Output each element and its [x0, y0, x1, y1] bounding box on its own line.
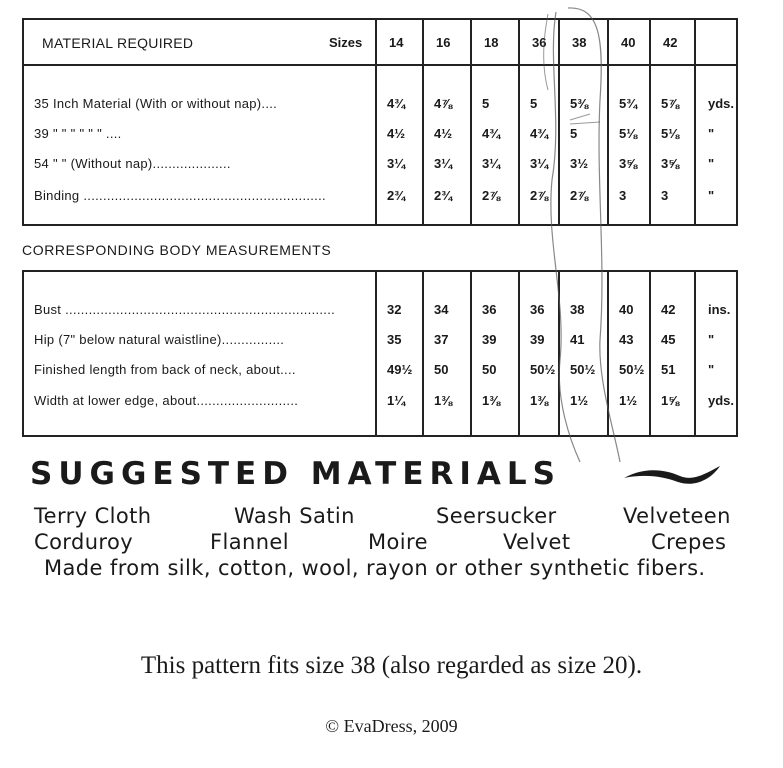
material-value: 3½ [570, 156, 589, 171]
body-unit: " [708, 332, 715, 347]
material-value: 3¼ [387, 156, 406, 171]
material-crepes: Crepes [651, 530, 727, 554]
size-header-40: 40 [621, 35, 636, 50]
body-value: 32 [387, 302, 402, 317]
body-unit: yds. [708, 393, 735, 408]
body-row-label: Hip (7" below natural waistline)................ [34, 332, 285, 347]
material-unit: " [708, 126, 715, 141]
fit-note: This pattern fits size 38 (also regarded as size 20). [140, 652, 643, 679]
material-value: 2⅞ [570, 188, 589, 203]
material-value: 3¼ [434, 156, 453, 171]
size-header-38: 38 [572, 35, 587, 50]
body-value: 36 [530, 302, 545, 317]
material-value: 5⅞ [661, 96, 680, 111]
fiber-note: Made from silk, cotton, wool, rayon or other synthetic fibers. [44, 556, 706, 580]
material-row-label: 35 Inch Material (With or without nap).... [34, 96, 278, 111]
body-value: 50½ [619, 362, 645, 377]
material-value: 2¾ [387, 188, 406, 203]
body-value: 41 [570, 332, 585, 347]
body-value: 39 [482, 332, 497, 347]
swash-ornament [622, 462, 722, 492]
material-terry-cloth: Terry Cloth [34, 504, 152, 528]
body-value: 50½ [570, 362, 596, 377]
body-value: 50½ [530, 362, 556, 377]
body-value: 1½ [570, 393, 589, 408]
material-velveteen: Velveteen [623, 504, 731, 528]
size-header-42: 42 [663, 35, 678, 50]
material-value: 5 [570, 126, 578, 141]
body-value: 1⅝ [661, 393, 680, 408]
body-value: 38 [570, 302, 585, 317]
material-seersucker: Seersucker [436, 504, 557, 528]
material-unit: " [708, 156, 715, 171]
body-measurements-title: CORRESPONDING BODY MEASUREMENTS [22, 242, 332, 258]
material-value: 3¼ [482, 156, 501, 171]
material-value: 5 [482, 96, 490, 111]
material-value: 5⅛ [619, 126, 638, 141]
body-row-label: Bust ..................................................................... [34, 302, 336, 317]
body-unit: " [708, 362, 715, 377]
material-value: 3 [619, 188, 627, 203]
material-value: 5¾ [619, 96, 638, 111]
material-value: 5 [530, 96, 538, 111]
body-row-label: Width at lower edge, about.......................... [34, 393, 299, 408]
material-row-label: Binding .............................................................. [34, 188, 326, 203]
body-value: 1¼ [387, 393, 406, 408]
header-divider [24, 64, 736, 66]
body-value: 1½ [619, 393, 638, 408]
material-row-label: 54 " " (Without nap).................... [34, 156, 231, 171]
material-unit: " [708, 188, 715, 203]
material-value: 3⅝ [619, 156, 638, 171]
material-required-title: MATERIAL REQUIRED [42, 35, 194, 51]
material-value: 4½ [387, 126, 406, 141]
body-value: 36 [482, 302, 497, 317]
body-unit: ins. [708, 302, 731, 317]
material-velvet: Velvet [503, 530, 571, 554]
suggested-materials-title: SUGGESTED MATERIALS [30, 456, 561, 492]
material-value: 4¾ [530, 126, 549, 141]
size-header-14: 14 [389, 35, 404, 50]
body-value: 35 [387, 332, 402, 347]
body-value: 45 [661, 332, 676, 347]
size-header-18: 18 [484, 35, 499, 50]
material-value: 4¾ [387, 96, 406, 111]
body-value: 39 [530, 332, 545, 347]
body-value: 1⅜ [434, 393, 453, 408]
material-moire: Moire [368, 530, 428, 554]
body-row-label: Finished length from back of neck, about.... [34, 362, 296, 377]
body-value: 51 [661, 362, 676, 377]
material-value: 2⅞ [482, 188, 501, 203]
body-value: 42 [661, 302, 676, 317]
material-row-label: 39 " " " " " " .... [34, 126, 122, 141]
material-value: 2⅞ [530, 188, 549, 203]
body-measurements-table [22, 270, 738, 437]
material-value: 4⅞ [434, 96, 453, 111]
body-value: 37 [434, 332, 449, 347]
body-value: 50 [434, 362, 449, 377]
material-value: 3¼ [530, 156, 549, 171]
material-value: 5⅛ [661, 126, 680, 141]
sizes-label: Sizes [329, 35, 363, 50]
material-flannel: Flannel [210, 530, 289, 554]
material-unit: yds. [708, 96, 735, 111]
body-value: 50 [482, 362, 497, 377]
material-value: 5⅜ [570, 96, 589, 111]
body-value: 43 [619, 332, 634, 347]
body-value: 1⅜ [482, 393, 501, 408]
body-value: 40 [619, 302, 634, 317]
size-header-36: 36 [532, 35, 547, 50]
material-value: 2¾ [434, 188, 453, 203]
material-value: 4¾ [482, 126, 501, 141]
size-header-16: 16 [436, 35, 451, 50]
material-wash-satin: Wash Satin [234, 504, 355, 528]
material-value: 3 [661, 188, 669, 203]
body-value: 34 [434, 302, 449, 317]
material-corduroy: Corduroy [34, 530, 134, 554]
material-value: 3⅝ [661, 156, 680, 171]
material-value: 4½ [434, 126, 453, 141]
body-value: 49½ [387, 362, 413, 377]
material-required-table [22, 18, 738, 226]
body-value: 1⅜ [530, 393, 549, 408]
copyright: © EvaDress, 2009 [325, 716, 458, 736]
